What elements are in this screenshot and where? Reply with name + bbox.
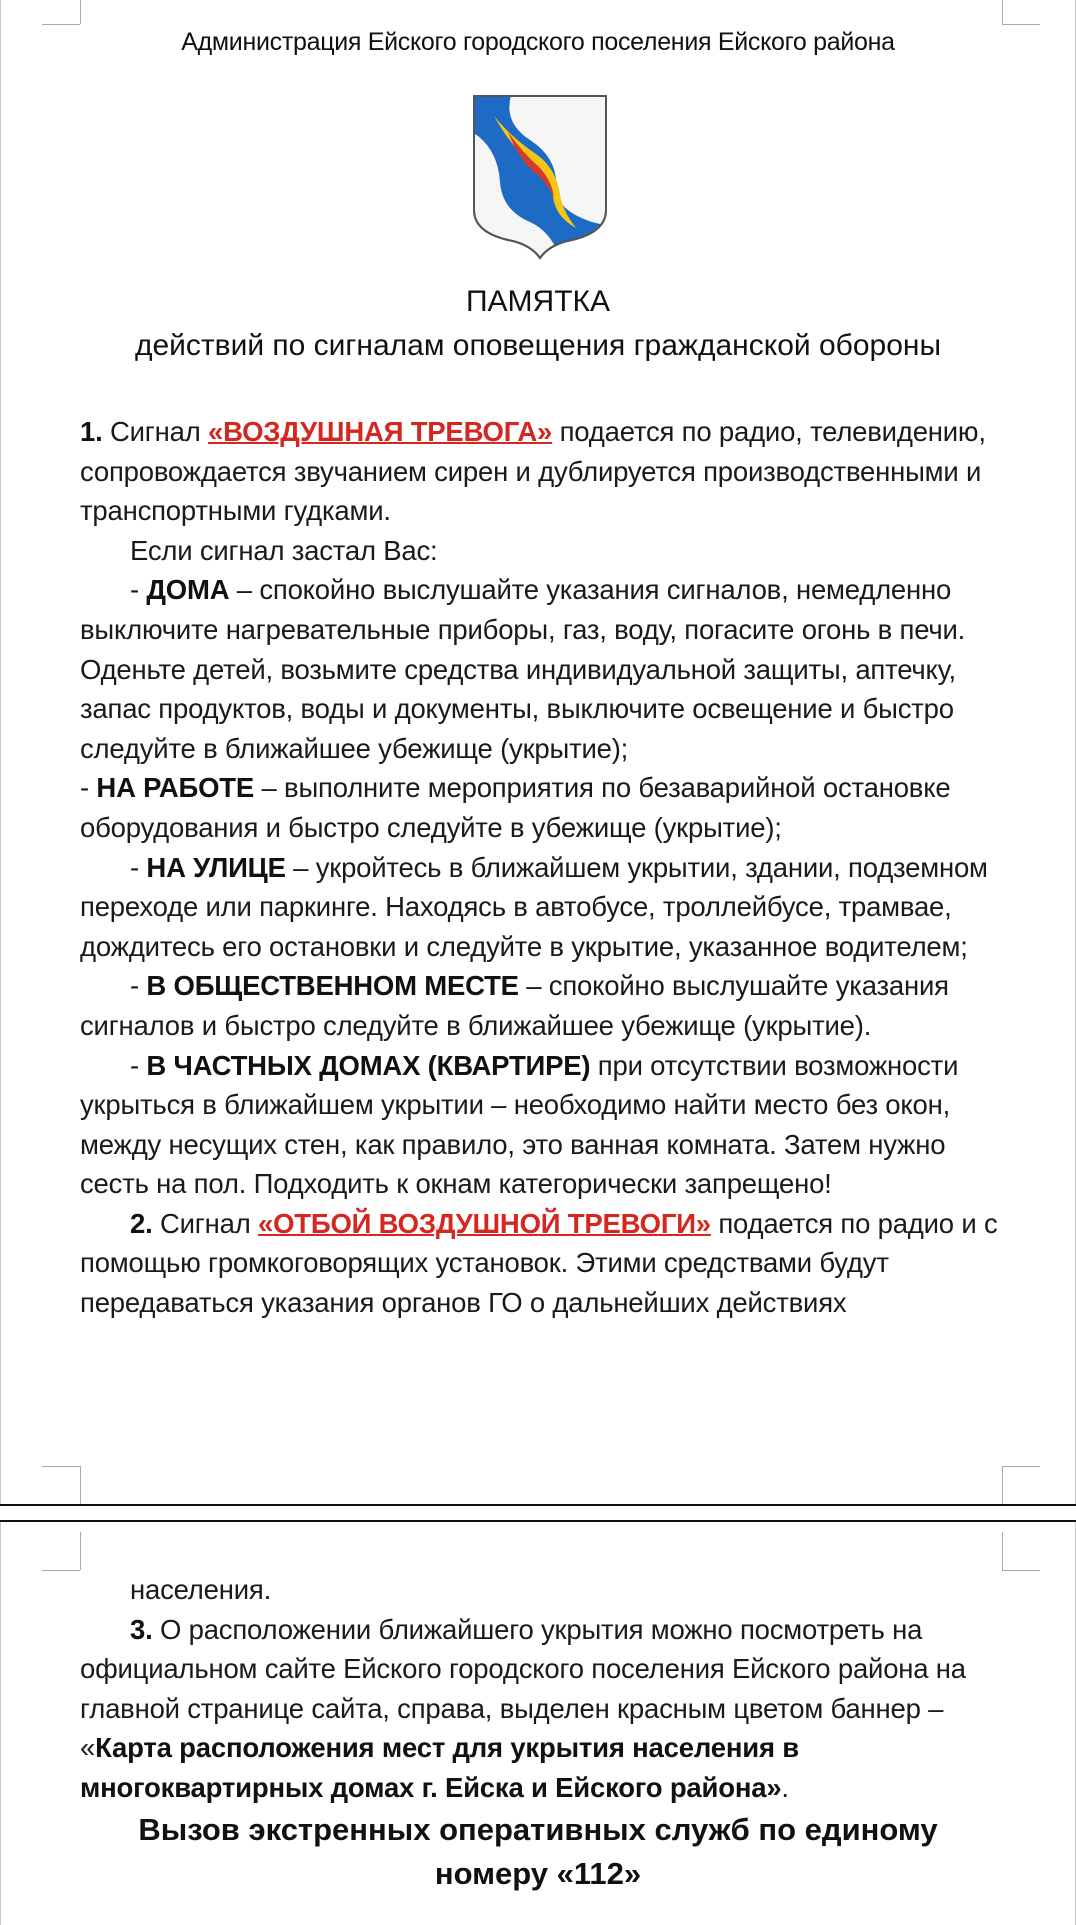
- item-home: - ДОМА – спокойно выслушайте указания сигналов, немедленно выключите нагревательные приборы, газ, воду, погасите огонь в печи. Оденьте детей, возьмите средства индивидуальной защиты, аптечку, запас продуктов, воды и документы, выключите освещение и быстро следуйте в ближайшее убежище (укрытие);: [80, 574, 966, 764]
- section-2-continuation: населения.: [130, 1574, 272, 1605]
- document-title: [0, 280, 1076, 368]
- section-2-number: 2.: [130, 1207, 153, 1239]
- title-line-1: ПАМЯТКА: [465, 285, 611, 318]
- signal-all-clear: «ОТБОЙ ВОЗДУШНОЙ ТРЕВОГИ»: [258, 1207, 711, 1239]
- footer-line-1: Вызов экстренных оперативных служб по единому: [138, 1812, 938, 1847]
- section-2-paragraph: 2. Сигнал «ОТБОЙ ВОЗДУШНОЙ ТРЕВОГИ» подается по радио и с помощью громкоговорящих установок. Этими средствами будут передаваться указания органов ГО о дальнейших действиях: [80, 1207, 998, 1319]
- section-3-number: 3.: [130, 1613, 153, 1645]
- section-1-paragraph: 1. Сигнал «ВОЗДУШНАЯ ТРЕВОГА» подается по радио, телевидению, сопровождается звучанием сирен и дублируется производственными и транспортными гудками.: [80, 416, 986, 527]
- title-line-2: действий по сигналам оповещения гражданской обороны: [134, 329, 942, 362]
- item-work: - НА РАБОТЕ – выполните мероприятия по безаварийной остановке оборудования и быстро следуйте в убежище (укрытие);: [80, 772, 951, 843]
- item-private-house: - В ЧАСТНЫХ ДОМАХ (КВАРТИРЕ) при отсутствии возможности укрыться в ближайшем укрытии – необходимо найти место без окон, между несущих стен, как правило, это ванная комната. Затем нужно сесть на пол. Подходить к окнам категорически запрещено!: [80, 1049, 959, 1200]
- document-body-page-1: [80, 412, 1000, 1323]
- item-public-place: - В ОБЩЕСТВЕННОМ МЕСТЕ – спокойно выслушайте указания сигналов и быстро следуйте в ближайшее убежище (укрытие).: [80, 970, 949, 1041]
- page-gap: [0, 1506, 1076, 1520]
- document-header: Администрация Ейского городского поселения Ейского района: [181, 28, 895, 56]
- map-banner-name: Карта расположения мест для укрытия населения в многоквартирных домах г. Ейска и Ейского района»: [80, 1732, 799, 1803]
- footer-line-2: номеру «112»: [434, 1856, 642, 1891]
- coat-of-arms-icon: [472, 92, 608, 262]
- section-1-number: 1.: [80, 416, 103, 447]
- item-street: - НА УЛИЦЕ – укройтесь в ближайшем укрытии, здании, подземном переходе или паркинге. Находясь в автобусе, троллейбусе, трамвае, дождитесь его остановки и следуйте в укрытие, указанное водителем;: [80, 851, 988, 962]
- signal-air-raid: «ВОЗДУШНАЯ ТРЕВОГА»: [208, 416, 553, 447]
- emergency-number-heading: [0, 1808, 1076, 1896]
- section-1-intro: Если сигнал застал Вас:: [130, 534, 438, 566]
- section-3-paragraph: 3. О расположении ближайшего укрытия можно посмотреть на официальном сайте Ейского городского поселения Ейского района на главной странице сайта, справа, выделен красным цветом баннер – «Карта расположения мест для укрытия населения в многоквартирных домах г. Ейска и Ейского района».: [80, 1613, 966, 1803]
- page-edge-left: [0, 0, 1, 1504]
- document-body-page-2: [80, 1570, 1000, 1808]
